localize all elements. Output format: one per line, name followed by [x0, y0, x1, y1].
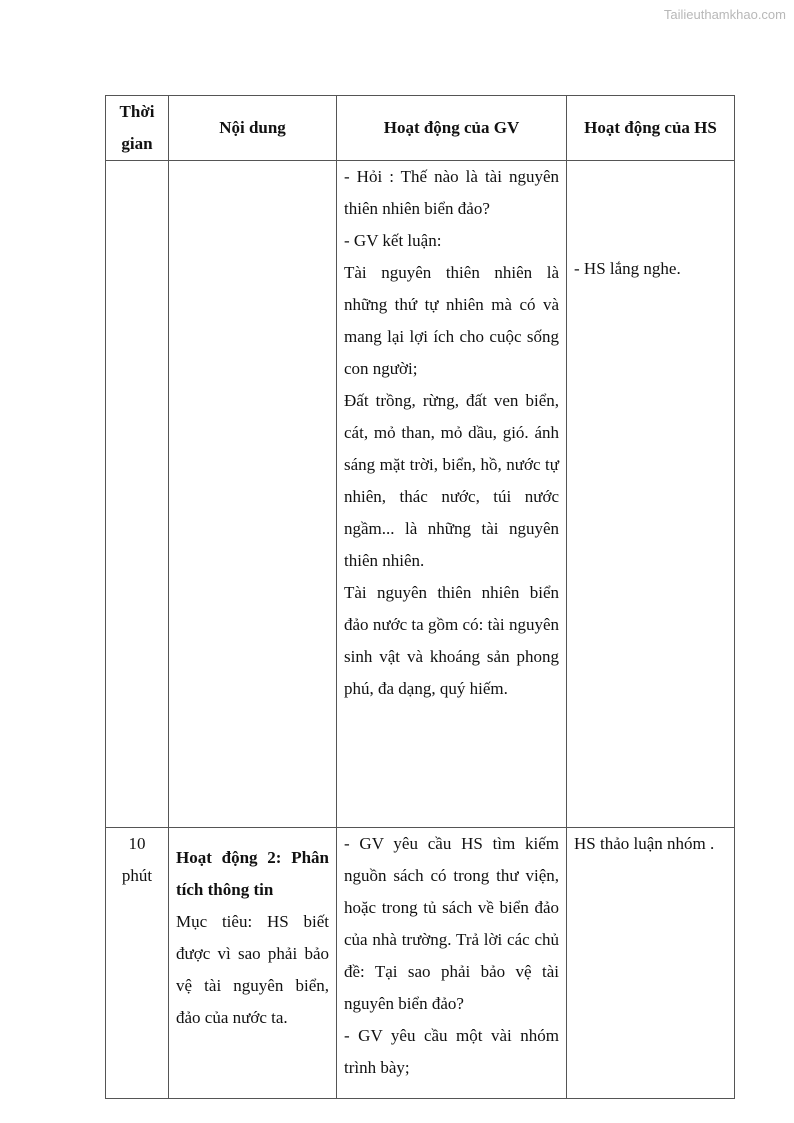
row1-content-cell [169, 161, 337, 828]
table-row [106, 828, 735, 1099]
header-time: Thời gian [106, 96, 169, 161]
row1-teacher-para: Đất trồng, rừng, đất ven biển, cát, mỏ than, mỏ dầu, gió. ánh sáng mặt trời, biển, hồ, nước tự nhiên, thác nước, túi nước ngầm... là những tài nguyên thiên nhiên. [344, 391, 559, 570]
activity-title: Hoạt động 2: Phân tích thông tin [176, 848, 329, 899]
row2-teacher-para: - GV yêu cầu một vài nhóm trình bày; [344, 1026, 559, 1077]
header-student-activity: Hoạt động của HS [567, 96, 735, 161]
table-header-row [106, 96, 735, 161]
row1-teacher-para: - Hỏi : Thế nào là tài nguyên thiên nhiên biển đảo? [344, 167, 559, 218]
watermark: Tailieuthamkhao.com [663, 7, 786, 22]
row1-student-cell: - HS lắng nghe. [567, 161, 735, 828]
header-content: Nội dung [169, 96, 337, 161]
row1-teacher-para: Tài nguyên thiên nhiên biển đảo nước ta gồm có: tài nguyên sinh vật và khoáng sản phong phú, đa dạng, quý hiếm. [344, 583, 559, 698]
row2-student-cell: HS thảo luận nhóm . [567, 828, 735, 1099]
header-teacher-activity: Hoạt động của GV [337, 96, 567, 161]
row2-teacher-para: - GV yêu cầu HS tìm kiếm nguồn sách có trong thư viện, hoặc trong tủ sách về biển đảo của nhà trường. Trả lời các chủ đề: Tại sao phải bảo vệ tài nguyên biển đảo? [344, 834, 559, 1013]
lesson-plan-table [105, 95, 735, 1099]
activity-objective: Mục tiêu: HS biết được vì sao phải bảo vệ tài nguyên biển, đảo của nước ta. [176, 912, 329, 1027]
row2-teacher-cell [337, 828, 567, 1099]
row2-time-cell: 10 phút [106, 828, 169, 1099]
table-row [106, 161, 735, 828]
row1-teacher-cell [337, 161, 567, 828]
row2-content-cell [169, 828, 337, 1099]
row1-teacher-para: - GV kết luận: [344, 231, 442, 250]
row1-time-cell [106, 161, 169, 828]
row1-teacher-para: Tài nguyên thiên nhiên là những thứ tự nhiên mà có và mang lại lợi ích cho cuộc sống con người; [344, 263, 559, 378]
